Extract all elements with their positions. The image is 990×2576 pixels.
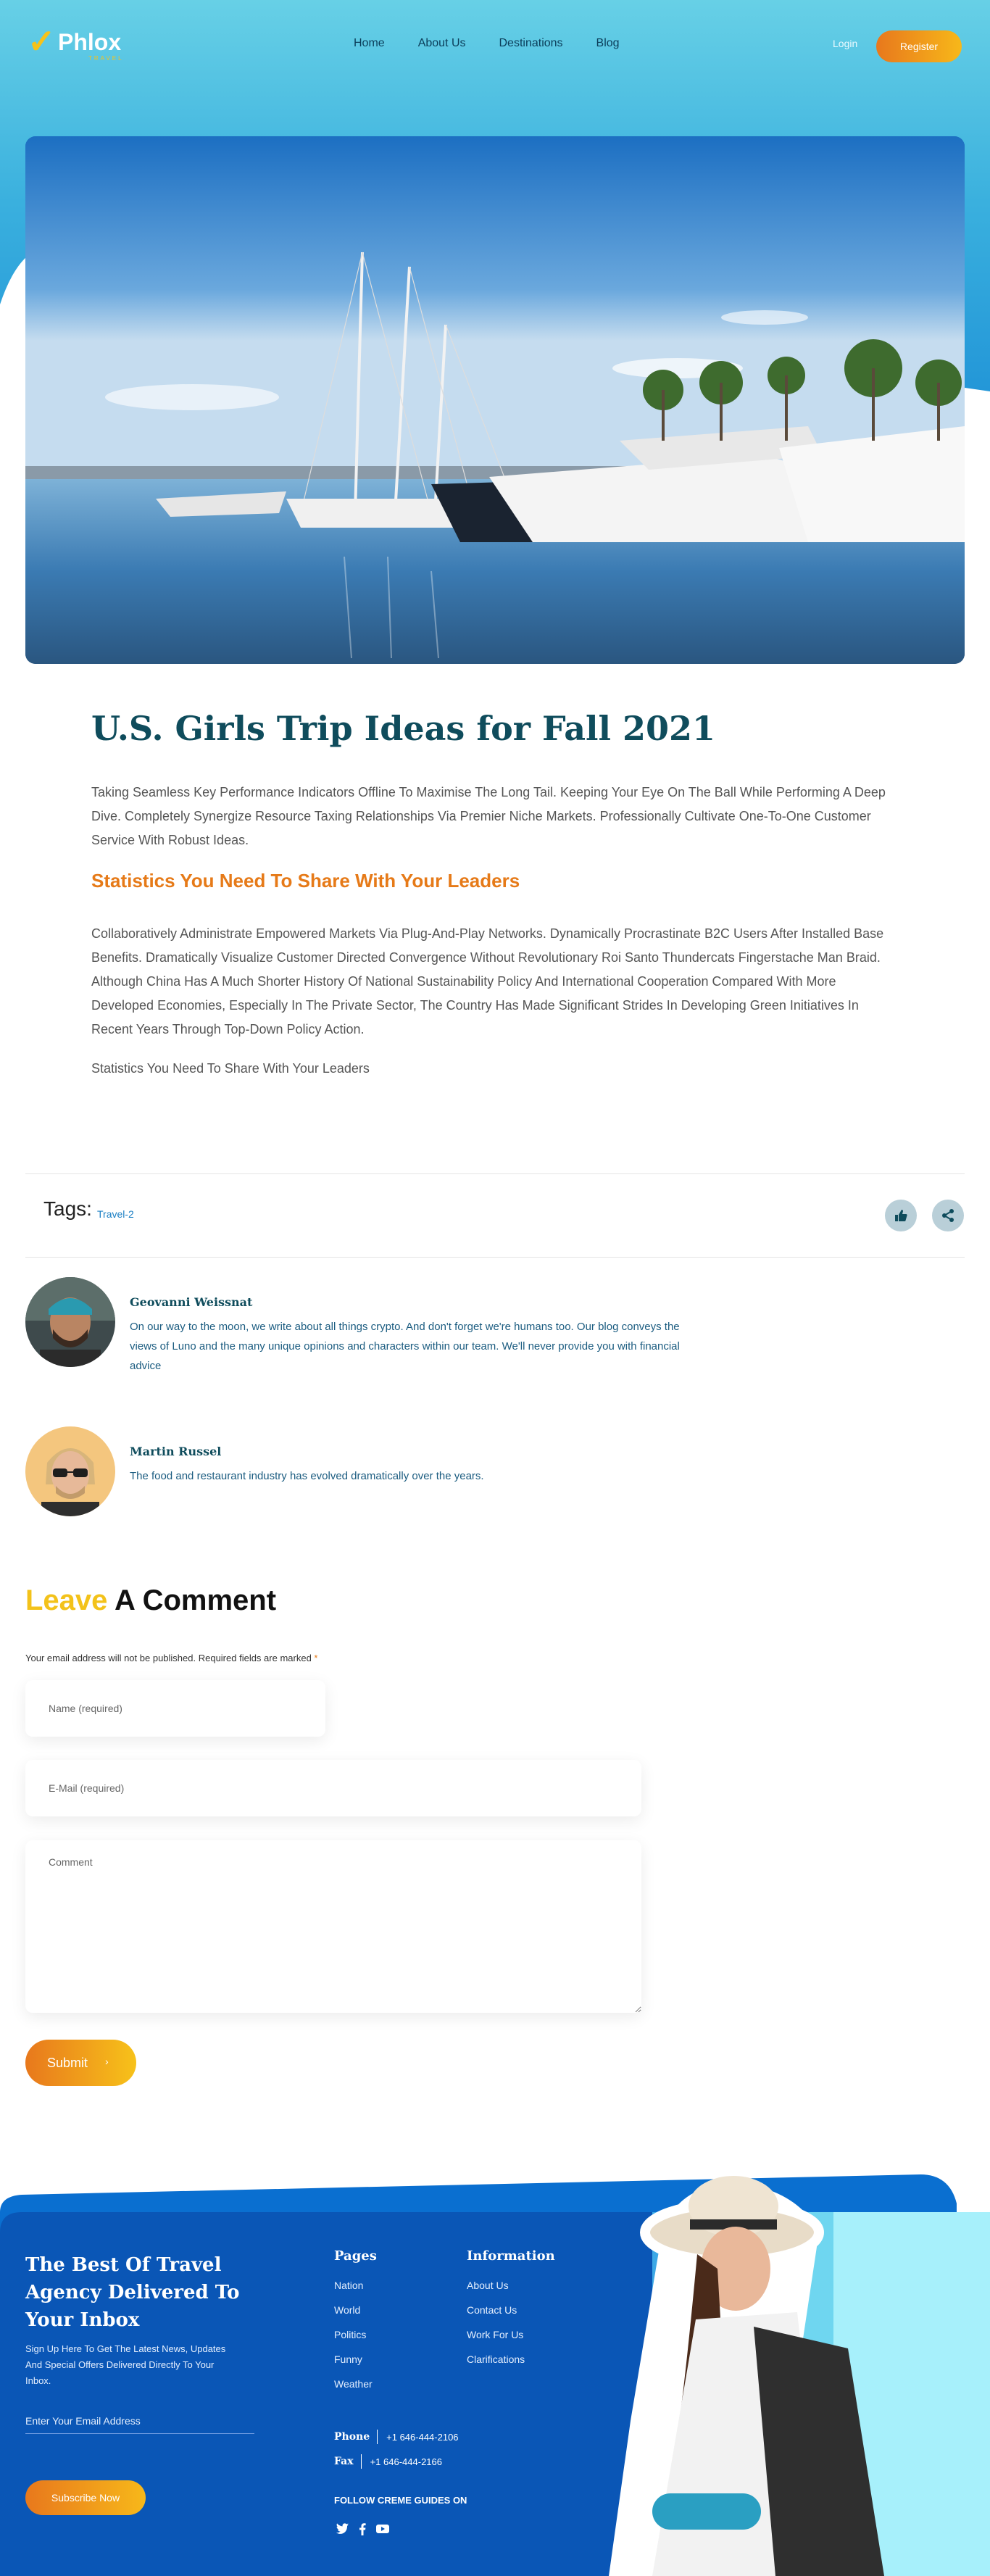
hero-image-marina — [25, 136, 965, 664]
required-note — [25, 1653, 317, 1663]
fax-divider — [361, 2454, 362, 2469]
like-button[interactable] — [885, 1200, 917, 1231]
comment-text: The food and restaurant industry has evolved dramatically over the years. — [130, 1470, 484, 1482]
name-input[interactable] — [25, 1680, 325, 1737]
footer-pages-heading: Pages — [334, 2248, 377, 2264]
article-intro: Taking Seamless Key Performance Indicators Offline To Maximise The Long Tail. Keeping Your Eye On The Ball While Performing A Deep Dive. Completely Synergize Resource Taxing Relationships Via Premier Niche Markets. Professionally Cultivate One-To-One Customer Service With Robust Ideas. — [91, 785, 886, 847]
article-subheading: Statistics You Need To Share With Your Leaders — [91, 870, 520, 892]
logo-word: Phlox — [58, 29, 122, 55]
newsletter-email-input[interactable] — [25, 2408, 254, 2434]
required-note-text: Your email address will not be published. Required fields are marked — [25, 1653, 312, 1663]
footer-fax — [334, 2454, 442, 2469]
follow-heading: FOLLOW CREME GUIDES ON — [334, 2495, 467, 2506]
footer-information-heading: Information — [467, 2248, 555, 2264]
email-input[interactable] — [25, 1760, 641, 1816]
tags-divider-bottom — [25, 1257, 965, 1258]
phone-number[interactable]: +1 646-444-2106 — [386, 2431, 459, 2443]
subscribe-button[interactable]: Subscribe Now — [25, 2480, 146, 2515]
comment-text: On our way to the moon, we write about all things crypto. And don't forget we're humans too. Our blog conveys the views of Luno and the many unique opinions and characters within our team. We'll never provide you with financial advice — [130, 1321, 680, 1372]
footer-link-weather[interactable]: Weather — [334, 2378, 373, 2390]
logo[interactable] — [28, 22, 136, 62]
share-icon — [940, 1208, 956, 1223]
nav-about-us[interactable]: About Us — [417, 37, 466, 49]
register-button[interactable]: Register — [876, 30, 962, 62]
article — [91, 707, 899, 1076]
thumbs-up-icon — [893, 1208, 909, 1223]
youtube-icon[interactable] — [375, 2521, 391, 2537]
footer-link-clarifications[interactable]: Clarifications — [467, 2353, 525, 2365]
tags-divider-top — [25, 1173, 965, 1174]
site-footer — [0, 2212, 990, 2576]
article-body: Collaboratively Administrate Empowered Markets Via Plug-And-Play Networks. Dynamically Procrastinate B2C Users After Installed Base Benefits. Dramatically Visualize Customer Directed Convergence Without Revolutionary Roi Santo Thundercats Fingerstache Man Braid. Although China Has A Much Shorter History Of National Sustainability Policy And International Cooperation Compared With More Developed Economies, Especially In The Private Sector, The Country Has Made Significant Strides In Developing Green Initiatives In Recent Years Through Top-Down Policy Action. — [91, 926, 884, 1036]
main-nav — [354, 35, 620, 52]
nav-blog[interactable]: Blog — [596, 37, 620, 49]
footer-link-nation[interactable]: Nation — [334, 2280, 364, 2291]
logo-tagline: TRAVEL — [88, 55, 124, 62]
tags-label: Tags: — [43, 1197, 92, 1220]
comment-textarea[interactable] — [25, 1840, 641, 2013]
avatar — [25, 1277, 115, 1367]
phone-label: Phone — [334, 2431, 370, 2443]
leave-comment-title — [25, 1584, 276, 1617]
footer-title: The Best Of Travel Agency Delivered To Your Inbox — [25, 2254, 240, 2331]
footer-link-about-us[interactable]: About Us — [467, 2280, 509, 2291]
share-button[interactable] — [932, 1200, 964, 1231]
tag-travel-2[interactable]: Travel-2 — [97, 1208, 134, 1220]
logo-check-icon: ✓ — [28, 22, 56, 60]
comment-author: Geovanni Weissnat — [130, 1295, 253, 1309]
submit-button[interactable] — [25, 2040, 136, 2086]
footer-phone — [334, 2430, 459, 2444]
footer-information-list — [467, 2273, 525, 2372]
footer-pages-list — [334, 2273, 373, 2396]
nav-destinations[interactable]: Destinations — [499, 37, 563, 49]
phone-divider — [377, 2430, 378, 2444]
nav-home[interactable]: Home — [354, 37, 385, 49]
avatar — [25, 1426, 115, 1516]
article-closing: Statistics You Need To Share With Your Leaders — [91, 1061, 370, 1076]
site-header — [0, 0, 990, 91]
comment-author: Martin Russel — [130, 1445, 222, 1458]
footer-link-world[interactable]: World — [334, 2304, 361, 2316]
fax-number: +1 646-444-2166 — [370, 2456, 442, 2467]
fax-label: Fax — [334, 2456, 354, 2467]
chevron-right-icon: › — [105, 2056, 109, 2067]
footer-link-funny[interactable]: Funny — [334, 2353, 362, 2365]
login-link[interactable]: Login — [833, 38, 858, 49]
facebook-icon[interactable] — [354, 2521, 370, 2537]
submit-label: Submit — [47, 2055, 88, 2070]
leave-comment-rest: A Comment — [107, 1584, 277, 1616]
required-star: * — [314, 1653, 318, 1663]
article-title: U.S. Girls Trip Ideas for Fall 2021 — [91, 709, 715, 748]
footer-subtitle: Sign Up Here To Get The Latest News, Updates And Special Offers Delivered Directly To Your Inbox. — [25, 2343, 226, 2386]
footer-link-politics[interactable]: Politics — [334, 2329, 367, 2340]
leave-comment-highlight: Leave — [25, 1584, 108, 1616]
footer-link-work-for-us[interactable]: Work For Us — [467, 2329, 524, 2340]
footer-link-contact-us[interactable]: Contact Us — [467, 2304, 517, 2316]
twitter-icon[interactable] — [334, 2521, 350, 2537]
